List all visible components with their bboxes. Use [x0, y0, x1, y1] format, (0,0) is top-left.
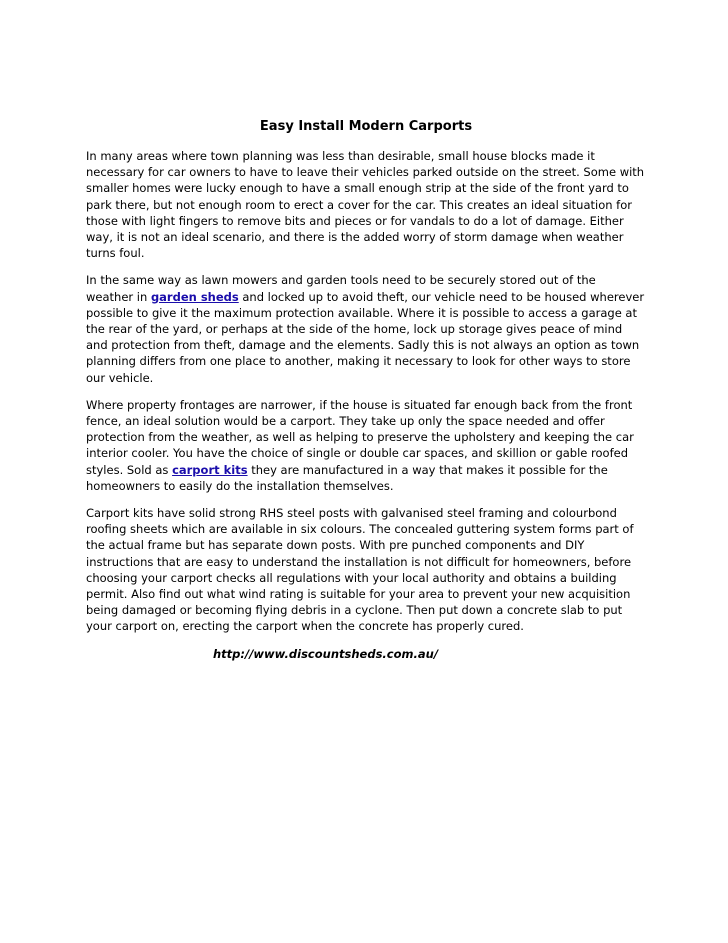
document-page: [86, 118, 646, 662]
paragraph-2: [86, 272, 646, 385]
paragraph-2-text-before: In the same way as lawn mowers and garden tools need to be securely stored out of the weather in: [86, 273, 596, 304]
paragraph-3-text-before: Where property frontages are narrower, if the house is situated far enough back from the front fence, an ideal solution would be a carport. They take up only the space needed and offer protection from the weather, as well as helping to preserve the upholstery and keeping the car interior cooler. You have the choice of single or double car spaces, and skillion or gable roofed styles. Sold as: [86, 397, 634, 477]
paragraph-3-text-after: they are manufactured in a way that makes it possible for the homeowners to easily do the installation themselves.: [86, 462, 608, 493]
carport-kits-link[interactable]: carport kits: [172, 462, 248, 477]
paragraph-4: Carport kits have solid strong RHS steel posts with galvanised steel framing and colourbond roofing sheets which are available in six colours. The concealed guttering system forms part of the actual frame but has separate down posts. With pre punched components and DIY instructions that are easy to understand the installation is not difficult for homeowners, before choosing your carport checks all regulations with your local authority and obtains a building permit. Also find out what wind rating is suitable for your area to prevent your new acquisition being damaged or becoming flying debris in a cyclone. Then put down a concrete slab to put your carport on, erecting the carport when the concrete has properly cured.: [86, 506, 634, 634]
website-url: http://www.discountsheds.com.au/: [213, 646, 439, 661]
paragraph-1: In many areas where town planning was less than desirable, small house blocks made it necessary for car owners to have to leave their vehicles parked outside on the street. Some with smaller homes were lucky enough to have a small enough strip at the side of the front yard to park there, but not enough room to erect a cover for the car. This creates an ideal situation for those with light fingers to remove bits and pieces or for vandals to do a lot of damage. Either way, it is not an ideal scenario, and there is the added worry of storm damage when weather turns foul.: [86, 149, 645, 261]
paragraph-2-text-after: and locked up to avoid theft, our vehicle need to be housed wherever possible to give it the maximum protection available. Where it is possible to access a garage at the rear of the yard, or perhaps at the side of the home, lock up storage gives peace of mind and protection from theft, damage and the elements. Sadly this is not always an option as town planning differs from one place to another, making it necessary to look for other ways to store our vehicle.: [86, 289, 645, 385]
document-title: Easy Install Modern Carports: [259, 119, 473, 134]
garden-sheds-link[interactable]: garden sheds: [150, 289, 239, 304]
paragraph-3: [86, 397, 646, 494]
